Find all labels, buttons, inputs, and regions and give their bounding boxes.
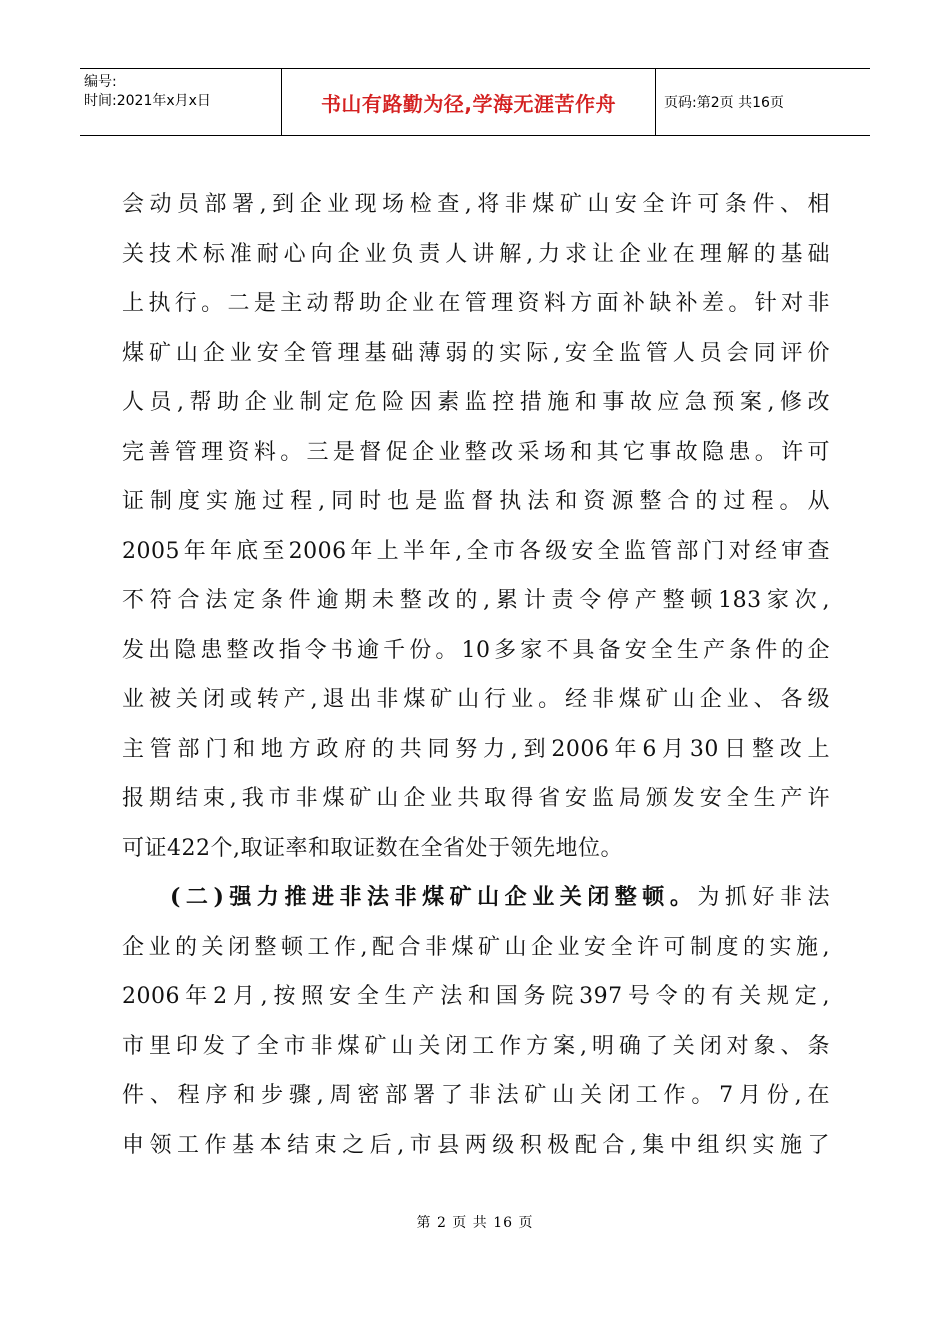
body-line: 会动员部署,到企业现场检查,将非煤矿山安全许可条件、相 [122,192,830,217]
body-line: 不符合法定条件逾期未整改的,累计责令停产整顿183家次, [122,588,830,613]
body-line: 完善管理资料。三是督促企业整改采场和其它事故隐患。许可 [122,439,830,465]
body-line: 发出隐患整改指令书逾千份。10多家不具备安全生产条件的企 [122,637,830,663]
section-heading-tail: 为抓好非法 [697,885,830,910]
header-meta [80,69,282,135]
section-heading-line [122,873,830,923]
body-line: 证制度实施过程,同时也是监督执法和资源整合的过程。从 [122,489,830,514]
body-line: 可证422个,取证率和取证数在全省处于领先地位。 [122,835,623,861]
section-heading: (二)强力推进非法非煤矿山企业关闭整顿。 [170,884,698,910]
time-label: 时间:2021年x月x日 [84,93,211,109]
body-line: 人员,帮助企业制定危险因素监控措施和事故应急预案,修改 [122,390,830,415]
body-line: 业被关闭或转产,退出非煤矿山行业。经非煤矿山企业、各级 [122,687,830,712]
body-line: 煤矿山企业安全管理基础薄弱的实际,安全监管人员会同评价 [122,340,830,366]
section-line: 2006年2月,按照安全生产法和国务院397号令的有关规定, [122,984,830,1009]
page-footer: 第 2 页 共 16 页 [416,1215,534,1231]
body-line: 主管部门和地方政府的共同努力,到2006年6月30日整改上 [122,736,830,762]
header-motto: 书山有路勤为径,学海无涯苦作舟 [282,69,656,135]
document-header [80,68,870,136]
number-label: 编号: [84,74,117,90]
section-line: 申领工作基本结束之后,市县两级积极配合,集中组织实施了 [122,1132,830,1158]
section-line: 件、程序和步骤,周密部署了非法矿山关闭工作。7月份,在 [122,1083,830,1108]
body-line: 上执行。二是主动帮助企业在管理资料方面补缺补差。针对非 [122,291,830,316]
section-line: 企业的关闭整顿工作,配合非煤矿山企业安全许可制度的实施, [122,934,830,960]
section-line: 市里印发了全市非煤矿山关闭工作方案,明确了关闭对象、条 [122,1033,830,1059]
body-line: 2005年年底至2006年上半年,全市各级安全监管部门对经审查 [122,538,830,564]
body-line: 报期结束,我市非煤矿山企业共取得省安监局颁发安全生产许 [122,786,830,811]
header-page-info: 页码:第2页 共16页 [664,95,784,111]
body-line: 关技术标准耐心向企业负责人讲解,力求让企业在理解的基础 [122,241,830,267]
document-body [122,180,830,1170]
